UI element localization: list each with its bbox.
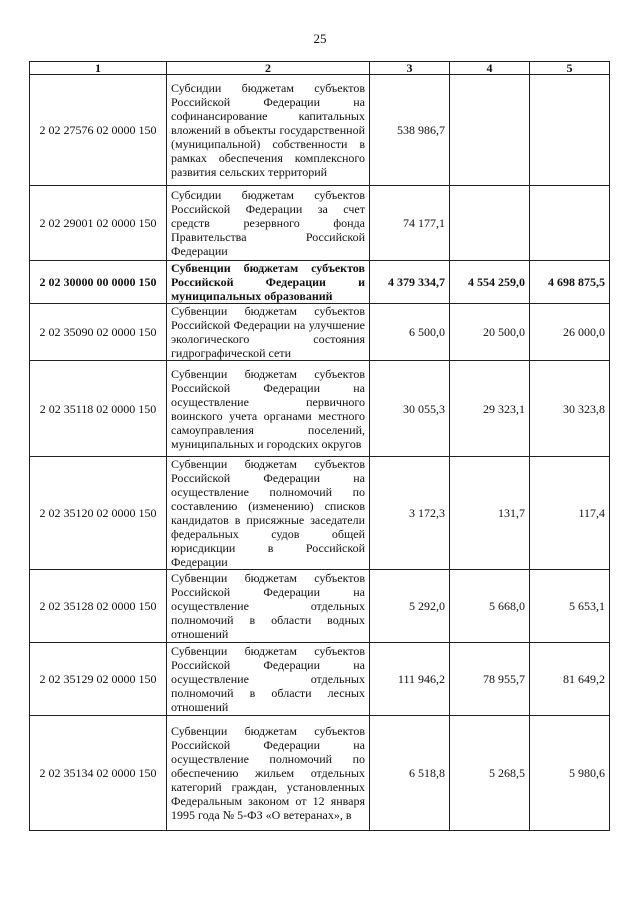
table-row xyxy=(30,716,610,831)
description-cell: Субвенции бюджетам субъектов Российской Федерации на осуществление полномочий по обеспечению жильем отдельных категорий граждан, установленных Федеральным законом от 12 января 1995 года № 5-ФЗ «О ветеранах», в xyxy=(167,716,370,831)
table-row xyxy=(30,186,610,261)
value-col4-cell: 131,7 xyxy=(450,457,530,570)
table-row xyxy=(30,304,610,361)
description-cell: Субвенции бюджетам субъектов Российской Федерации на осуществление первичного воинского учета органами местного самоуправления поселений, муниципальных и городских округов xyxy=(167,361,370,457)
value-col5-cell xyxy=(530,186,610,261)
budget-code-cell: 2 02 35134 02 0000 150 xyxy=(30,716,167,831)
value-col4-cell xyxy=(450,186,530,261)
description-cell: Субсидии бюджетам субъектов Российской Федерации за счет средств резервного фонда Правительства Российской Федерации xyxy=(167,186,370,261)
value-col4-cell: 29 323,1 xyxy=(450,361,530,457)
value-col5-cell: 81 649,2 xyxy=(530,643,610,716)
value-col3-cell: 6 518,8 xyxy=(370,716,450,831)
value-col3-cell: 111 946,2 xyxy=(370,643,450,716)
value-col4-cell: 5 668,0 xyxy=(450,570,530,643)
value-col3-cell: 74 177,1 xyxy=(370,186,450,261)
budget-code-cell: 2 02 27576 02 0000 150 xyxy=(30,75,167,186)
value-col5-cell: 117,4 xyxy=(530,457,610,570)
value-col3-cell: 538 986,7 xyxy=(370,75,450,186)
budget-code-cell: 2 02 30000 00 0000 150 xyxy=(30,261,167,304)
description-cell: Субвенции бюджетам субъектов Российской Федерации на улучшение экологического состояния гидрографической сети xyxy=(167,304,370,361)
value-col3-cell: 3 172,3 xyxy=(370,457,450,570)
budget-code-cell: 2 02 35120 02 0000 150 xyxy=(30,457,167,570)
budget-table xyxy=(29,61,610,831)
column-header: 3 xyxy=(370,62,450,75)
table-row xyxy=(30,75,610,186)
value-col4-cell: 20 500,0 xyxy=(450,304,530,361)
table-row xyxy=(30,361,610,457)
table-row xyxy=(30,643,610,716)
value-col5-cell: 5 653,1 xyxy=(530,570,610,643)
table-row xyxy=(30,261,610,304)
value-col3-cell: 30 055,3 xyxy=(370,361,450,457)
page-number: 25 xyxy=(313,31,327,46)
value-col4-cell: 4 554 259,0 xyxy=(450,261,530,304)
value-col4-cell: 5 268,5 xyxy=(450,716,530,831)
value-col5-cell: 30 323,8 xyxy=(530,361,610,457)
description-cell: Субвенции бюджетам субъектов Российской Федерации и муниципальных образований xyxy=(167,261,370,304)
budget-code-cell: 2 02 35090 02 0000 150 xyxy=(30,304,167,361)
description-cell: Субвенции бюджетам субъектов Российской Федерации на осуществление отдельных полномочий в области лесных отношений xyxy=(167,643,370,716)
value-col3-cell: 6 500,0 xyxy=(370,304,450,361)
description-cell: Субвенции бюджетам субъектов Российской Федерации на осуществление полномочий по составлению (изменению) списков кандидатов в присяжные заседатели федеральных судов общей юрисдикции в Российской Федерации xyxy=(167,457,370,570)
value-col5-cell: 26 000,0 xyxy=(530,304,610,361)
value-col3-cell: 5 292,0 xyxy=(370,570,450,643)
description-cell: Субсидии бюджетам субъектов Российской Федерации на софинансирование капитальных вложений в объекты государственной (муниципальной) собственности в рамках обеспечения комплексного развития сельских территорий xyxy=(167,75,370,186)
table-header-row xyxy=(30,62,610,75)
value-col5-cell: 4 698 875,5 xyxy=(530,261,610,304)
value-col5-cell xyxy=(530,75,610,186)
budget-code-cell: 2 02 35118 02 0000 150 xyxy=(30,361,167,457)
table-row xyxy=(30,457,610,570)
budget-code-cell: 2 02 29001 02 0000 150 xyxy=(30,186,167,261)
column-header: 1 xyxy=(30,62,167,75)
column-header: 5 xyxy=(530,62,610,75)
value-col4-cell xyxy=(450,75,530,186)
budget-code-cell: 2 02 35128 02 0000 150 xyxy=(30,570,167,643)
column-header: 2 xyxy=(167,62,370,75)
value-col3-cell: 4 379 334,7 xyxy=(370,261,450,304)
column-header: 4 xyxy=(450,62,530,75)
value-col4-cell: 78 955,7 xyxy=(450,643,530,716)
budget-code-cell: 2 02 35129 02 0000 150 xyxy=(30,643,167,716)
table-row xyxy=(30,570,610,643)
value-col5-cell: 5 980,6 xyxy=(530,716,610,831)
description-cell: Субвенции бюджетам субъектов Российской Федерации на осуществление отдельных полномочий в области водных отношений xyxy=(167,570,370,643)
